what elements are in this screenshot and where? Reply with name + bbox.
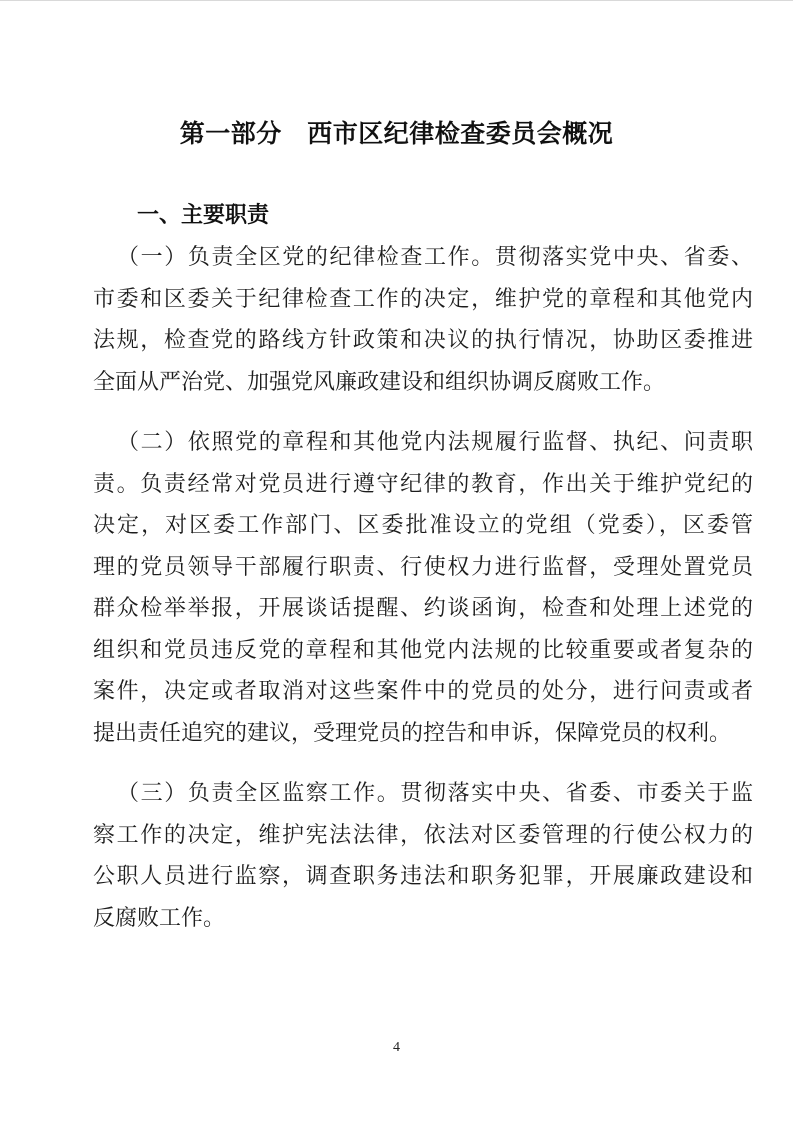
text-line: 提出责任追究的建议，受理党员的控告和申诉，保障党员的权利。 <box>93 719 732 745</box>
text-line: 组织和党员违反党的章程和其他党内法规的比较重要或者复杂的 <box>93 636 753 662</box>
text-line: （二）依照党的章程和其他党内法规履行监督、执纪、问责职 <box>117 429 753 454</box>
text-line: 群众检举举报，开展谈话提醒、约谈函询，检查和处理上述党的 <box>93 595 753 620</box>
text-line: 责。负责经常对党员进行遵守纪律的教育，作出关于维护党纪的 <box>93 470 753 496</box>
text-line: （一）负责全区党的纪律检查工作。贯彻落实党中央、省委、 <box>117 244 753 269</box>
paragraph <box>93 772 753 938</box>
paragraphs <box>93 236 753 938</box>
text-line: 法规，检查党的路线方针政策和决议的执行情况，协助区委推进 <box>93 327 753 352</box>
paragraph <box>93 421 753 753</box>
text-line: （三）负责全区监察工作。贯彻落实中央、省委、市委关于监 <box>117 780 753 805</box>
text-line: 察工作的决定，维护宪法法律，依法对区委管理的行使公权力的 <box>93 821 753 847</box>
text-line: 全面从严治党、加强党风廉政建设和组织协调反腐败工作。 <box>93 368 666 394</box>
text-line: 市委和区委关于纪律检查工作的决定，维护党的章程和其他党内 <box>93 285 753 311</box>
section-heading: 一、主要职责 <box>137 202 270 227</box>
text-line: 反腐败工作。 <box>93 904 226 930</box>
text-line: 决定，对区委工作部门、区委批准设立的党组（党委），区委管 <box>93 512 753 537</box>
document-body <box>93 202 753 938</box>
page-number: 4 <box>393 1040 400 1055</box>
text-line: 理的党员领导干部履行职责、行使权力进行监督，受理处置党员 <box>93 553 753 579</box>
text-line: 案件，决定或者取消对这些案件中的党员的处分，进行问责或者 <box>93 678 753 703</box>
text-line: 公职人员进行监察，调查职务违法和职务犯罪，开展廉政建设和 <box>93 863 753 888</box>
document-title: 第一部分 西市区纪律检查委员会概况 <box>179 120 614 148</box>
paragraph <box>93 236 753 402</box>
